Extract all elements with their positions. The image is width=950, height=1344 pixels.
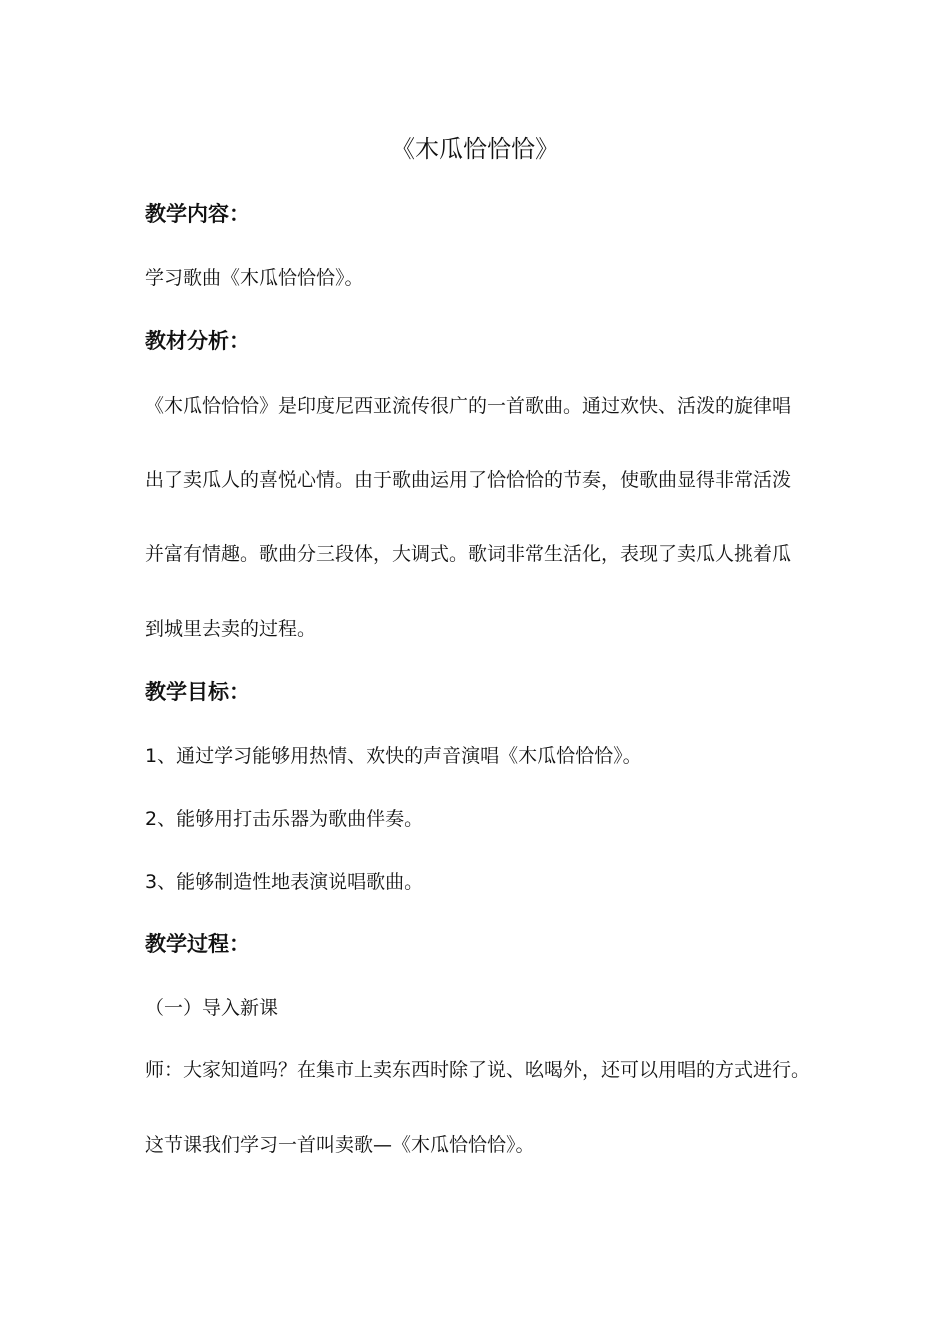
process-heading: 教学过程： — [145, 932, 250, 956]
analysis-heading: 教材分析： — [145, 329, 250, 353]
process-line: 师：大家知道吗？在集市上卖东西时除了说、吆喝外，还可以用唱的方式进行。 — [145, 1059, 811, 1081]
analysis-line: 到城里去卖的过程。 — [145, 618, 317, 640]
process-subheading: （一）导入新课 — [145, 997, 279, 1019]
document-title: 《木瓜恰恰恰》 — [391, 135, 559, 163]
content-heading: 教学内容： — [145, 202, 250, 226]
process-line: 这节课我们学习一首叫卖歌—《木瓜恰恰恰》。 — [145, 1134, 535, 1156]
goal-item: 1、通过学习能够用热情、欢快的声音演唱《木瓜恰恰恰》。 — [145, 745, 642, 767]
analysis-line: 出了卖瓜人的喜悦心情。由于歌曲运用了恰恰恰的节奏，使歌曲显得非常活泼 — [145, 469, 792, 491]
content-text: 学习歌曲《木瓜恰恰恰》。 — [145, 267, 364, 289]
goals-heading: 教学目标： — [145, 680, 250, 704]
analysis-line: 并富有情趣。歌曲分三段体，大调式。歌词非常生活化，表现了卖瓜人挑着瓜 — [145, 543, 792, 565]
goal-item: 2、能够用打击乐器为歌曲伴奏。 — [145, 808, 424, 830]
analysis-line: 《木瓜恰恰恰》是印度尼西亚流传很广的一首歌曲。通过欢快、活泼的旋律唱 — [145, 395, 792, 417]
goal-item: 3、能够制造性地表演说唱歌曲。 — [145, 871, 424, 893]
